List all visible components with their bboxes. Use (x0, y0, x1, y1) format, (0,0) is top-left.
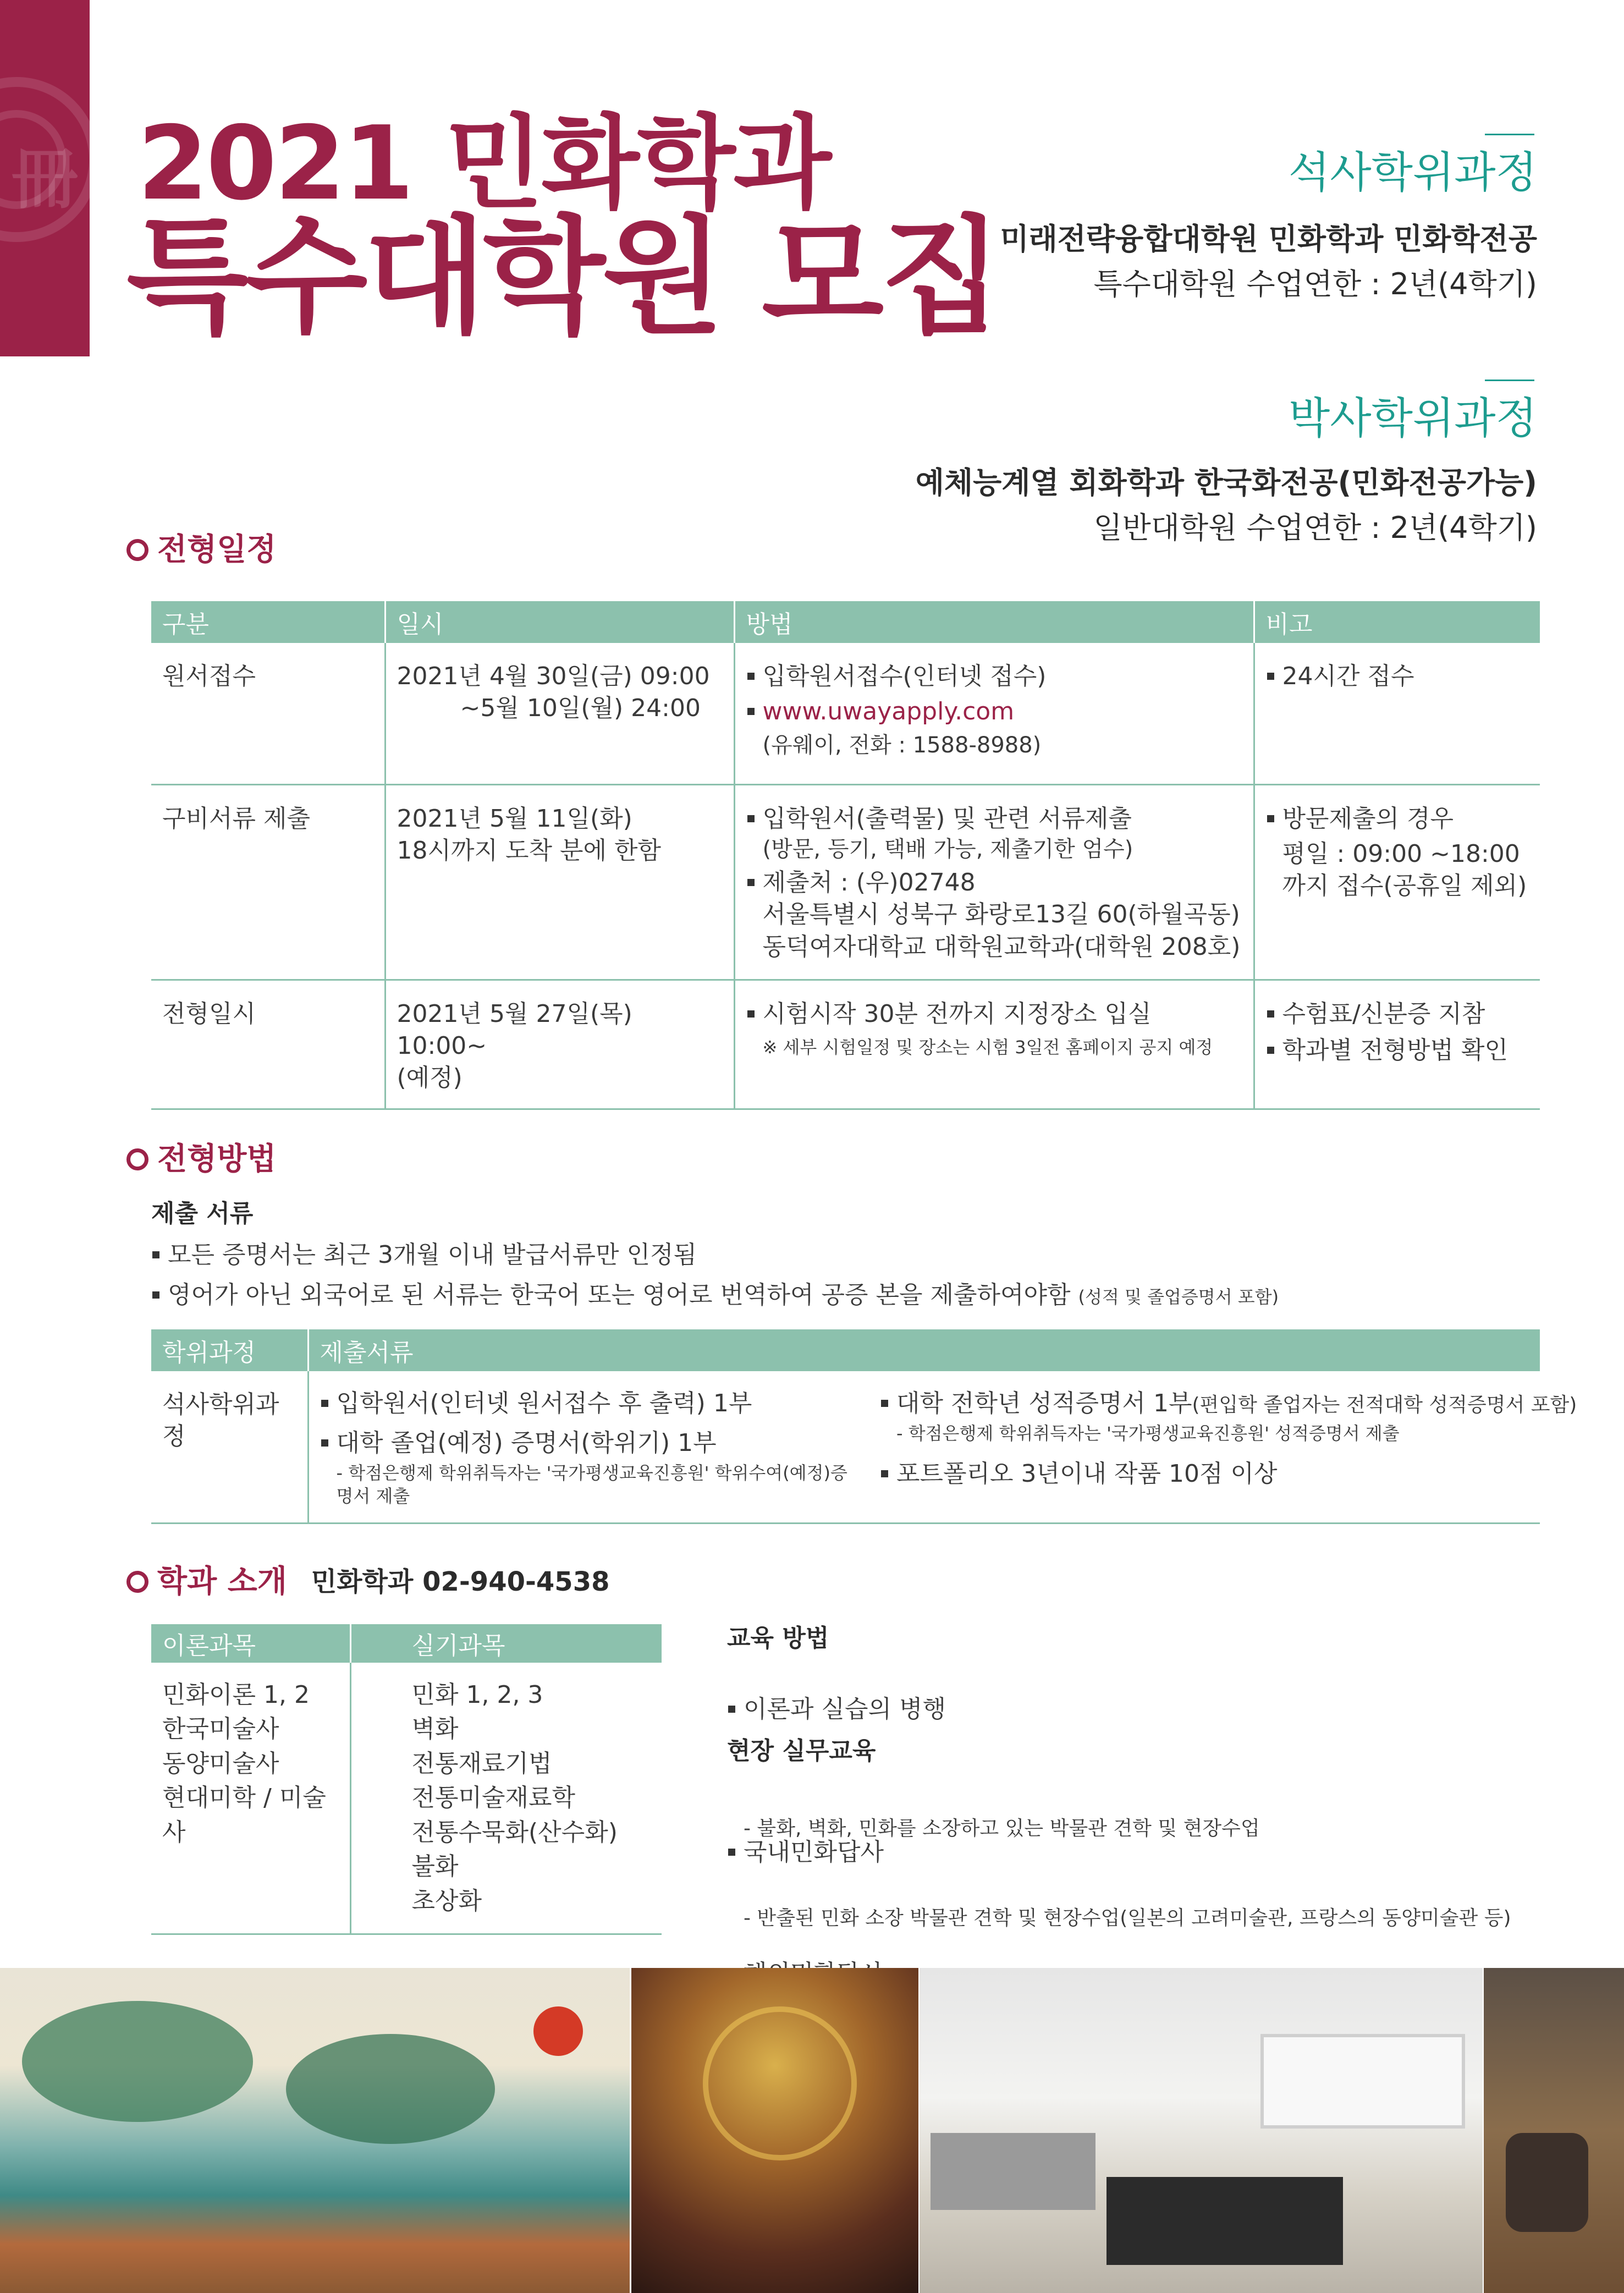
buddhist-painting-photo (631, 1968, 918, 2293)
date-line: 18시까지 도착 분에 한함 (397, 836, 661, 865)
circle-bullet-icon (126, 1148, 148, 1170)
painting-tree (22, 2001, 253, 2122)
masters-program: 미래전략융합대학원 민화학과 민화학전공 (1000, 222, 1537, 256)
masters-duration: 특수대학원 수업연한 : 2년(4학기) (1093, 267, 1537, 301)
row-degree: 석사학위과정 (151, 1371, 308, 1523)
method-detail: (방문, 등기, 택배 가능, 제출기한 엄수) (762, 836, 1133, 862)
row-note (1254, 784, 1540, 980)
header-practice: 실기과목 (350, 1624, 662, 1663)
docs-bullet: 영어가 아닌 외국어로 된 서류는 한국어 또는 영어로 번역하여 공증 본을 제출하여야함 (151, 1279, 1071, 1311)
decorative-left-band (0, 0, 90, 356)
classroom-desk (1106, 2177, 1343, 2265)
row-date (385, 784, 734, 980)
field-item: 국내민화답사 (727, 1836, 1624, 1868)
painting-mountain (286, 2034, 495, 2144)
date-line: 2021년 4월 30일(금) 09:00 (397, 662, 710, 690)
method-note: ※ 세부 시험일정 및 장소는 시험 3일전 홈페이지 공지 예정 (762, 1036, 1213, 1058)
field-note: - 반출된 민화 소장 박물관 견학 및 현장수업(일본의 고려미술관, 프랑스의 동양미술관 등) (744, 1907, 1511, 1929)
documents-header-row (151, 1329, 1540, 1371)
date-line: 2021년 5월 27일(목) 10:00~ (397, 999, 632, 1060)
document-item: 입학원서(인터넷 원서접수 후 출력) 1부 (320, 1388, 858, 1420)
table-row (151, 1371, 1540, 1523)
header-degree: 학위과정 (151, 1329, 308, 1371)
curriculum-table (151, 1624, 662, 1935)
edu-title: 교육 방법 (727, 1624, 829, 1652)
method-address: 서울특별시 성북구 화랑로13길 60(하월곡동) (762, 900, 1240, 929)
note-item: 학과별 전형방법 확인 (1266, 1035, 1529, 1066)
document-item: 포트폴리오 3년이내 작품 10점 이상 (880, 1458, 1529, 1490)
document-item (880, 1388, 1577, 1420)
docs-bullet: 모든 증명서는 최근 3개월 이내 발급서류만 인정됨 (151, 1239, 1624, 1271)
document-item-text: 대학 전학년 성적증명서 1부 (896, 1389, 1192, 1417)
header-date: 일시 (385, 601, 734, 643)
document-item: 대학 졸업(예정) 증명서(학위기) 1부 (320, 1427, 858, 1459)
schedule-header-row (151, 601, 1540, 643)
page-title-year: 2021 민화학과 (137, 104, 830, 223)
list-item: 벽화 (411, 1715, 459, 1744)
header-method: 방법 (734, 601, 1254, 643)
note-item: 수험표/신분증 지참 (1266, 998, 1529, 1030)
list-item: 한국미술사 (162, 1715, 279, 1744)
documents-table (151, 1329, 1577, 1524)
doctorate-duration: 일반대학원 수업연한 : 2년(4학기) (1093, 510, 1537, 545)
list-item: 전통수묵화(산수화) (411, 1818, 618, 1846)
masters-rule (1485, 134, 1534, 135)
row-note (1254, 643, 1540, 784)
list-item: 전통재료기법 (411, 1749, 552, 1778)
method-item: 제출처 : (우)02748 (746, 867, 1242, 899)
documents-col-left (308, 1371, 869, 1523)
schedule-heading-text: 전형일정 (157, 532, 277, 568)
painting-sun (533, 2006, 583, 2056)
classroom-photo (920, 1968, 1483, 2293)
note-item: 24시간 접수 (1266, 661, 1529, 692)
list-item: 민화이론 1, 2 (162, 1681, 310, 1709)
dept-heading-text: 학과 소개 (157, 1564, 287, 1599)
row-note (1254, 980, 1540, 1109)
list-item: 동양미술사 (162, 1749, 279, 1778)
row-method (734, 784, 1254, 980)
method-office: 동덕여자대학교 대학원교학과(대학원 208호) (762, 932, 1241, 961)
docs-bullet-row (151, 1279, 1279, 1311)
edu-item: 이론과 실습의 병행 (727, 1693, 1624, 1725)
row-date (385, 643, 734, 784)
document-inline-note: (편입학 졸업자는 전적대학 성적증명서 포함) (1192, 1394, 1577, 1416)
docs-title: 제출 서류 (151, 1200, 254, 1228)
method-item: 시험시작 30분 전까지 지정장소 입실 (746, 998, 1242, 1030)
header-note: 비고 (1254, 601, 1540, 643)
document-note: - 학점은행제 학위취득자는 '국가평생교육진흥원' 성적증명서 제출 (896, 1423, 1400, 1444)
list-item: 민화 1, 2, 3 (411, 1681, 543, 1709)
page-title: 특수대학원 모집 (126, 204, 1000, 351)
dept-heading (126, 1566, 610, 1597)
table-row (151, 1663, 662, 1934)
header-documents: 제출서류 (308, 1329, 1540, 1371)
note-detail: 까지 접수(공휴일 제외) (1282, 871, 1527, 900)
header-category: 구분 (151, 601, 385, 643)
documents-col-right (869, 1371, 1577, 1523)
classroom-board (1260, 2034, 1465, 2129)
field-note: - 불화, 벽화, 민화를 소장하고 있는 박물관 견학 및 현장수업 (744, 1817, 1260, 1840)
painting-halo (703, 2006, 857, 2160)
note-item: 방문제출의 경우 (1266, 803, 1529, 835)
dept-contact: 민화학과 02-940-4538 (311, 1566, 610, 1597)
list-item: 불화 (411, 1852, 459, 1881)
row-date (385, 980, 734, 1109)
row-category: 구비서류 제출 (151, 784, 385, 980)
method-heading (126, 1141, 277, 1177)
workshop-photo (1484, 1968, 1624, 2293)
header-theory: 이론과목 (151, 1624, 350, 1663)
date-line: 2021년 5월 11일(화) (397, 804, 632, 833)
workshop-pot (1506, 2133, 1588, 2232)
list-item: 초상화 (411, 1887, 482, 1915)
list-item: 현대미학 / 미술사 (162, 1784, 326, 1846)
date-line: ~5월 10일(월) 24:00 (460, 694, 701, 723)
circle-bullet-icon (126, 1571, 148, 1593)
document-note: - 학점은행제 학위취득자는 '국가평생교육진흥원' 학위수여(예정)증명서 제출 (336, 1462, 847, 1507)
row-category: 전형일시 (151, 980, 385, 1109)
method-contact: (유웨이, 전화 : 1588-8988) (762, 733, 1042, 758)
field-title: 현장 실무교육 (727, 1737, 876, 1765)
method-item: 입학원서(출력물) 및 관련 서류제출 (746, 803, 1242, 835)
row-category: 원서접수 (151, 643, 385, 784)
doctorate-title: 박사학위과정 (1288, 394, 1537, 443)
row-method (734, 980, 1254, 1109)
schedule-heading (126, 532, 277, 568)
masters-title: 석사학위과정 (1288, 148, 1537, 197)
row-method (734, 643, 1254, 784)
minhwa-painting-photo (0, 1968, 630, 2293)
doctorate-rule (1485, 380, 1534, 381)
table-row (151, 980, 1540, 1109)
note-detail: 평일 : 09:00 ~18:00 (1282, 839, 1520, 868)
list-item: 전통미술재료학 (411, 1784, 576, 1812)
docs-bullet-note: (성적 및 졸업증명서 포함) (1078, 1286, 1279, 1307)
table-row (151, 643, 1540, 784)
seal-emblem-icon: 冊 (12, 141, 78, 218)
method-item: 입학원서접수(인터넷 접수) (746, 661, 1242, 692)
practice-list (350, 1663, 662, 1934)
date-line: (예정) (397, 1063, 463, 1092)
circle-bullet-icon (126, 539, 148, 561)
method-heading-text: 전형방법 (157, 1141, 277, 1177)
doctorate-program: 예체능계열 회화학과 한국화전공(민화전공가능) (915, 465, 1537, 500)
classroom-desk (931, 2133, 1095, 2210)
apply-website-link[interactable]: www.uwayapply.com (746, 696, 1242, 728)
theory-list (151, 1663, 350, 1934)
schedule-table (151, 601, 1540, 1110)
table-row (151, 784, 1540, 980)
curriculum-header-row (151, 1624, 662, 1663)
